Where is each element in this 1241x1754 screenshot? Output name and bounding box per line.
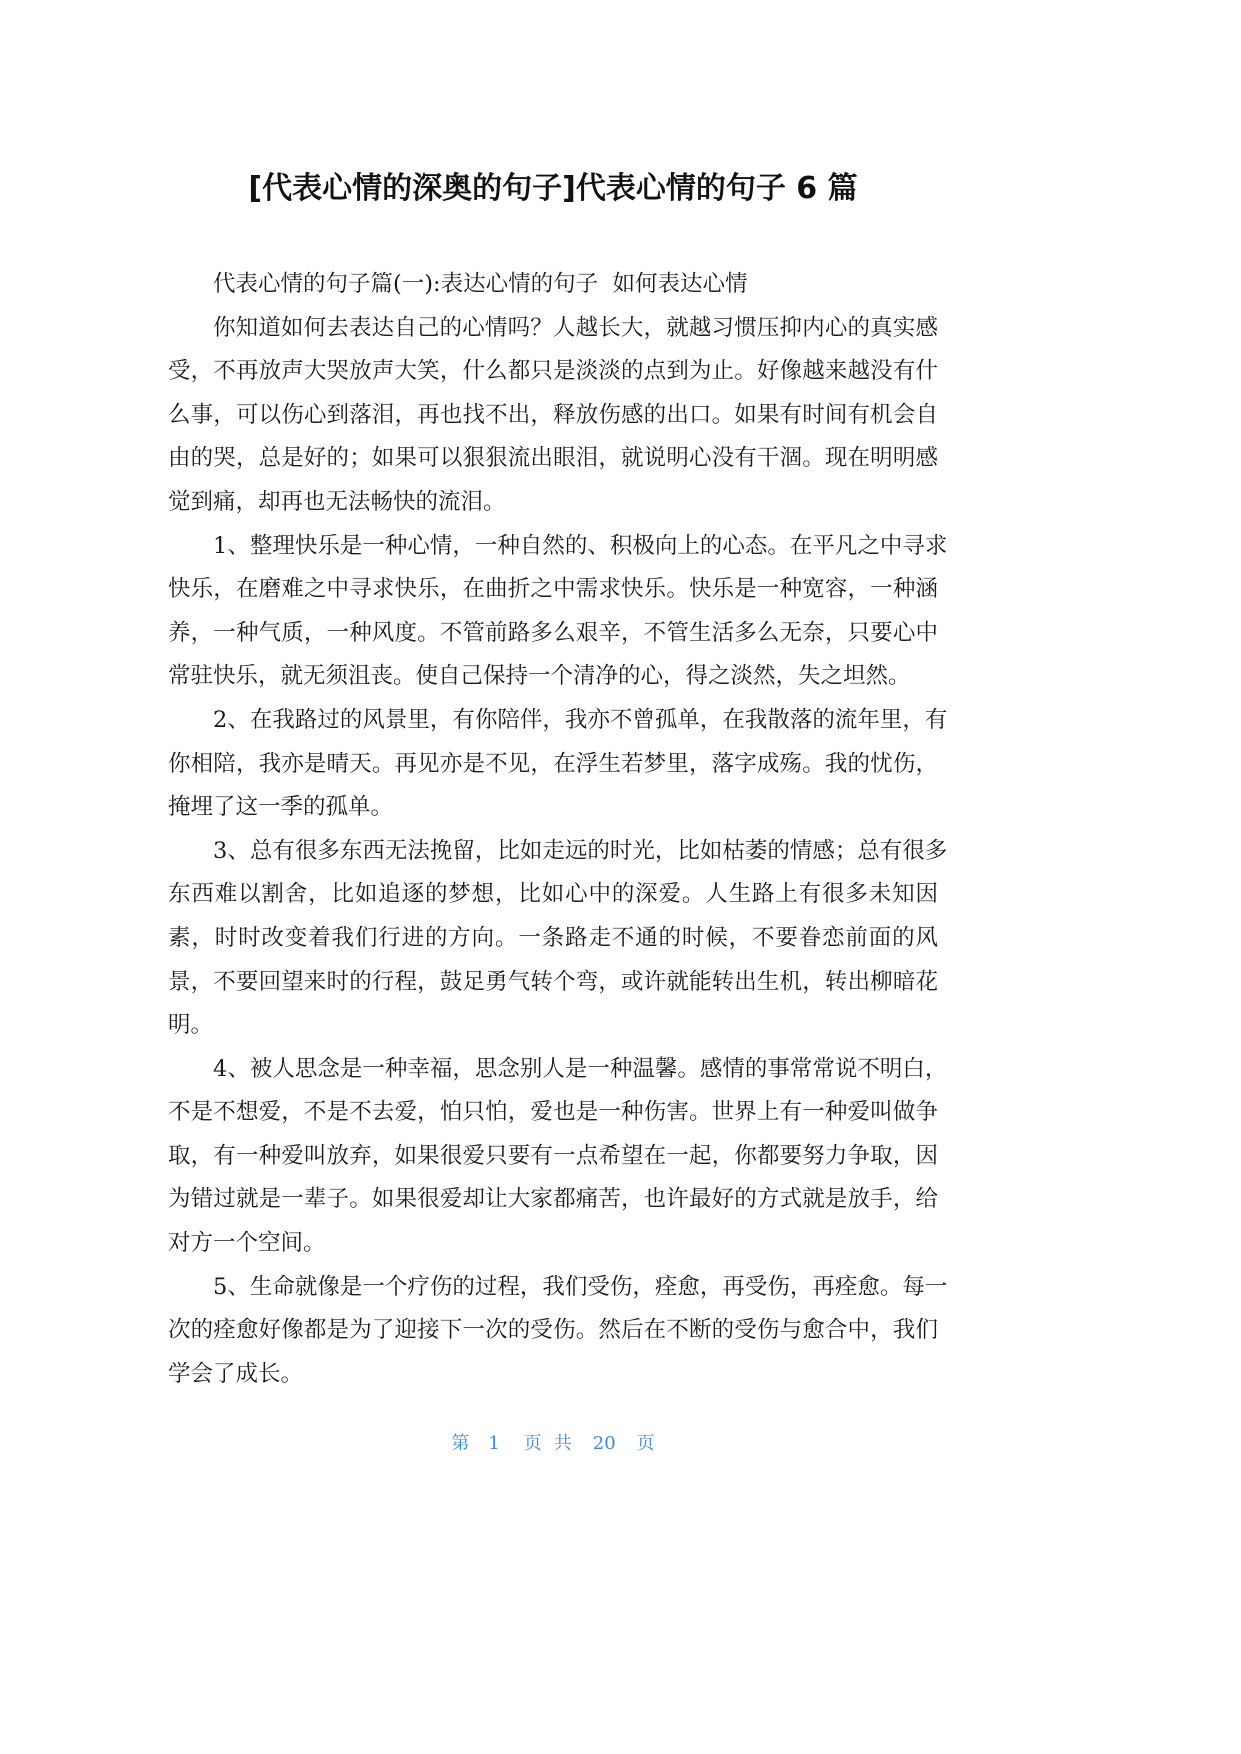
total-pages-number: 20 — [592, 1433, 616, 1454]
text-line: 次的痊愈好像都是为了迎接下一次的受伤。然后在不断的受伤与愈合中，我们 — [168, 1317, 938, 1344]
text-line: 受，不再放声大哭放声大笑，什么都只是淡淡的点到为止。好像越来越没有什 — [168, 358, 938, 385]
text-line: 代表心情的句子篇(一):表达心情的句子 如何表达心情 — [213, 271, 748, 297]
text-line: 掩埋了这一季的孤单。 — [168, 794, 394, 821]
total-suffix-label: 页 — [636, 1433, 655, 1454]
text-line: 素，时时改变着我们行进的方向。一条路走不通的时候，不要眷恋前面的风 — [168, 924, 938, 951]
paragraph — [168, 699, 948, 830]
document-body — [168, 263, 948, 1396]
page-number-footer — [168, 1432, 938, 1456]
paragraph — [168, 525, 948, 699]
text-line: 常驻快乐，就无须沮丧。使自己保持一个清净的心，得之淡然，失之坦然。 — [168, 663, 911, 690]
current-page-number: 1 — [488, 1433, 500, 1454]
text-line: 不是不想爱，不是不去爱，怕只怕，爱也是一种伤害。世界上有一种爱叫做争 — [168, 1099, 938, 1126]
text-line: 你知道如何去表达自己的心情吗？人越长大，就越习惯压抑内心的真实感 — [213, 314, 938, 341]
text-line: 学会了成长。 — [168, 1360, 304, 1387]
section-heading — [168, 263, 938, 307]
text-line: 东西难以割舍，比如追逐的梦想，比如心中的深爱。人生路上有很多未知因 — [168, 881, 938, 908]
text-line: 2、在我路过的风景里，有你陪伴，我亦不曾孤单，在我散落的流年里，有 — [213, 706, 948, 733]
text-line: 快乐，在磨难之中寻求快乐，在曲折之中需求快乐。快乐是一种宽容，一种涵 — [168, 576, 938, 603]
text-line: 为错过就是一辈子。如果很爱却让大家都痛苦，也许最好的方式就是放手，给 — [168, 1186, 938, 1213]
page-prefix-label: 第 — [451, 1433, 470, 1454]
text-line: 由的哭，总是好的；如果可以狠狠流出眼泪，就说明心没有干涸。现在明明感 — [168, 445, 938, 472]
document-title: [代表心情的深奥的句子]代表心情的句子 6 篇 — [248, 171, 858, 206]
text-line: 明。 — [168, 1012, 214, 1039]
text-line: 4、被人思念是一种幸福，思念别人是一种温馨。感情的事常常说不明白， — [213, 1055, 948, 1082]
page-suffix-label: 页 — [523, 1433, 542, 1454]
text-line: 觉到痛，却再也无法畅快的流泪。 — [168, 488, 506, 515]
text-line: 你相陪，我亦是晴天。再见亦是不见，在浮生若梦里，落字成殇。我的忧伤， — [168, 750, 938, 777]
paragraph — [168, 307, 938, 525]
text-line: 3、总有很多东西无法挽留，比如走远的时光，比如枯萎的情感；总有很多 — [213, 837, 948, 864]
paragraph — [168, 1048, 948, 1266]
text-line: 养，一种气质，一种风度。不管前路多么艰辛，不管生活多么无奈，只要心中 — [168, 619, 938, 646]
text-line: 1、整理快乐是一种心情，一种自然的、积极向上的心态。在平凡之中寻求 — [213, 532, 948, 559]
text-line: 景，不要回望来时的行程，鼓足勇气转个弯，或许就能转出生机，转出柳暗花 — [168, 968, 938, 995]
total-prefix-label: 共 — [553, 1433, 572, 1454]
text-line: 取，有一种爱叫放弃，如果很爱只要有一点希望在一起，你都要努力争取，因 — [168, 1142, 938, 1169]
paragraph — [168, 1266, 948, 1397]
paragraph — [168, 830, 948, 1048]
text-line: 么事，可以伤心到落泪，再也找不出，释放伤感的出口。如果有时间有机会自 — [168, 401, 938, 428]
text-line: 对方一个空间。 — [168, 1230, 326, 1257]
text-line: 5、生命就像是一个疗伤的过程，我们受伤，痊愈，再受伤，再痊愈。每一 — [213, 1273, 948, 1300]
